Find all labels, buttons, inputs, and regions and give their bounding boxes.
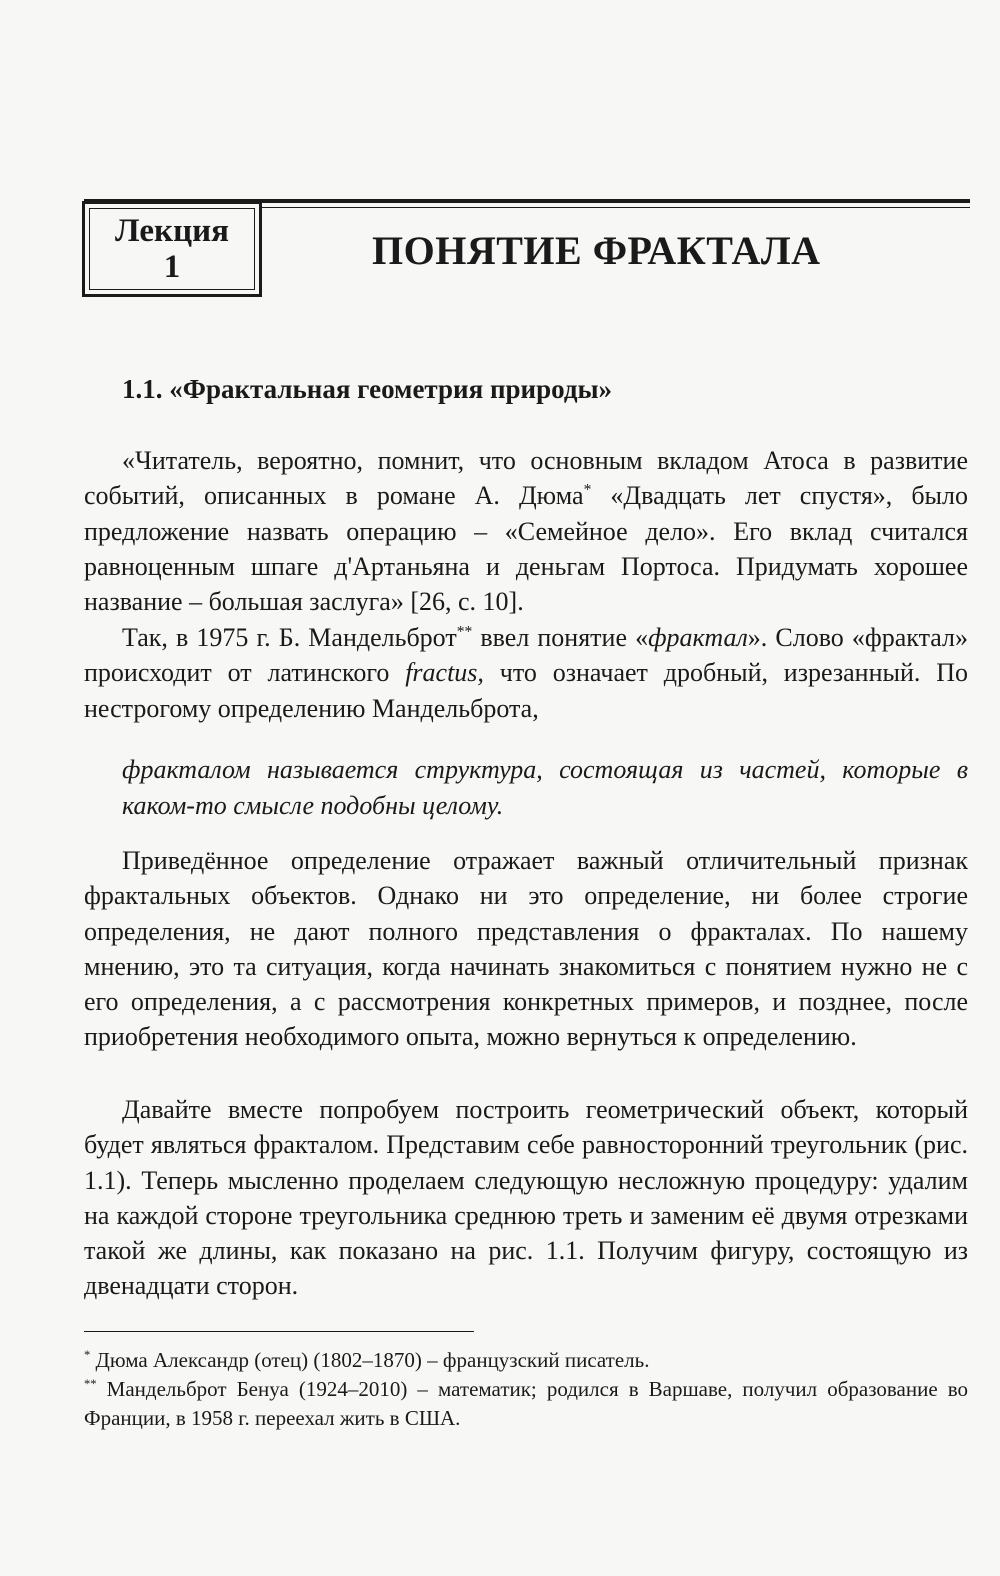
lecture-number: 1 bbox=[163, 249, 181, 285]
paragraph-2-text-c: ». Слово «фрактал» происходит от латинского bbox=[84, 623, 968, 688]
footnote-2-mark: ** bbox=[84, 1377, 97, 1391]
lecture-word: Лекция bbox=[115, 213, 229, 249]
footnote-1 bbox=[84, 1346, 968, 1375]
lecture-label-inner-frame bbox=[89, 208, 255, 290]
paragraph-2-text-a: Так, в 1975 г. Б. Мандельброт bbox=[122, 623, 457, 652]
lecture-label-box bbox=[82, 201, 262, 297]
footnotes bbox=[84, 1346, 968, 1433]
footnote-ref-2: ** bbox=[456, 623, 473, 641]
footnote-separator bbox=[84, 1331, 474, 1332]
term-fractal: фрактал bbox=[648, 623, 748, 652]
footnote-1-text: Дюма Александр (отец) (1802–1870) – французский писатель. bbox=[90, 1348, 650, 1372]
paragraph-2-text-d: что означает дробный, изрезанный. По нестрогому определению Мандельброта, bbox=[84, 658, 968, 723]
fractal-definition: фракталом называется структура, состоящая из частей, которые в каком-то смысле подобны целому. bbox=[122, 755, 968, 820]
paragraph-3-text: Приведённое определение отражает важный отличительный признак фрактальных объектов. Однако ни это определение, ни более строгие определения, не дают полного представления о фракталах. По нашему мнению, это та ситуация, когда начинать знакомиться с понятием нужно не с его определения, а с рассмотрения конкретных примеров, и позднее, после приобретения необходимого опыта, можно вернуться к определению. bbox=[84, 846, 968, 1052]
paragraph-2 bbox=[84, 620, 968, 726]
paragraph-1-text-a: «Читатель, вероятно, помнит, что основным вкладом Атоса в развитие событий, описанных в романе А. Дюма bbox=[84, 446, 968, 511]
paragraph-2-text-b: ввел понятие « bbox=[472, 623, 649, 652]
paragraph-1 bbox=[84, 443, 968, 619]
paragraph-3 bbox=[84, 843, 968, 1055]
footnote-1-mark: * bbox=[84, 1348, 91, 1362]
paragraph-4-text: Давайте вместе попробуем построить геометрический объект, который будет являться фракталом. Представим себе равносторонний треугольник (рис. 1.1). Теперь мысленно проделаем следующую несложную процедуру: удалим на каждой стороне треугольника среднюю треть и заменим её двумя отрезками такой же длины, как показано на рис. 1.1. Получим фигуру, состоящую из двенадцати сторон. bbox=[84, 1095, 968, 1301]
footnote-2-text: Мандельброт Бенуа (1924–2010) – математик; родился в Варшаве, получил образование во Франции, в 1958 г. переехал жить в США. bbox=[84, 1377, 968, 1430]
chapter-title: ПОНЯТИЕ ФРАКТАЛА bbox=[372, 228, 821, 273]
footnote-2 bbox=[84, 1375, 968, 1433]
paragraph-1-text-b: «Двадцать лет спустя», было предложение назвать операцию – «Семейное дело». Его вклад считался равноценным шпаге д'Артаньяна и деньгам Портоса. Придумать хорошее название – большая заслуга» [26, с. 10]. bbox=[84, 481, 968, 617]
paragraph-4 bbox=[84, 1092, 968, 1304]
section-title: 1.1. «Фрактальная геометрия природы» bbox=[122, 374, 613, 404]
term-fractus: fractus, bbox=[405, 658, 484, 688]
footnote-ref-1: * bbox=[583, 481, 592, 499]
